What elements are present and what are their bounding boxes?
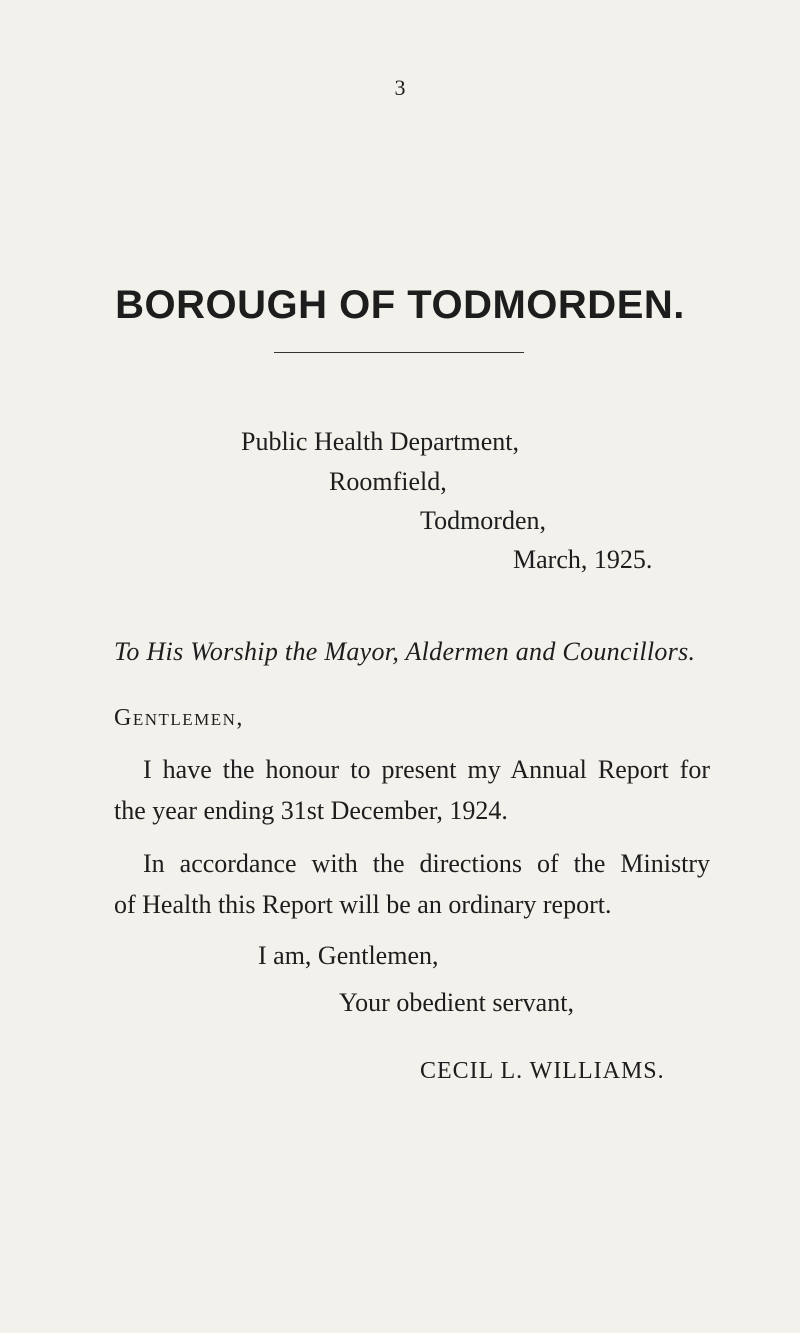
address-line-town: Todmorden, (420, 506, 546, 535)
paragraph-1-line-1: I have the honour to present my Annual Report for (143, 755, 710, 784)
paragraph-1-line-2: the year ending 31st December, 1924. (114, 796, 508, 825)
addressee: To His Worship the Mayor, Aldermen and Councillors. (114, 637, 696, 666)
paragraph-2-line-1: In accordance with the directions of the Ministry (143, 849, 710, 878)
address-line-street: Roomfield, (329, 467, 447, 496)
complimentary-close: Your obedient servant, (339, 988, 574, 1017)
salutation: Gentlemen, (114, 705, 244, 731)
title-divider (274, 352, 524, 353)
paragraph-2-line-2: of Health this Report will be an ordinary report. (114, 890, 612, 919)
closing-line: I am, Gentlemen, (258, 941, 439, 970)
letter-date: March, 1925. (513, 545, 653, 574)
page-number: 3 (394, 75, 406, 100)
document-title: BOROUGH OF TODMORDEN. (115, 283, 685, 327)
signature: CECIL L. WILLIAMS. (420, 1058, 665, 1084)
address-line-department: Public Health Department, (241, 427, 519, 456)
